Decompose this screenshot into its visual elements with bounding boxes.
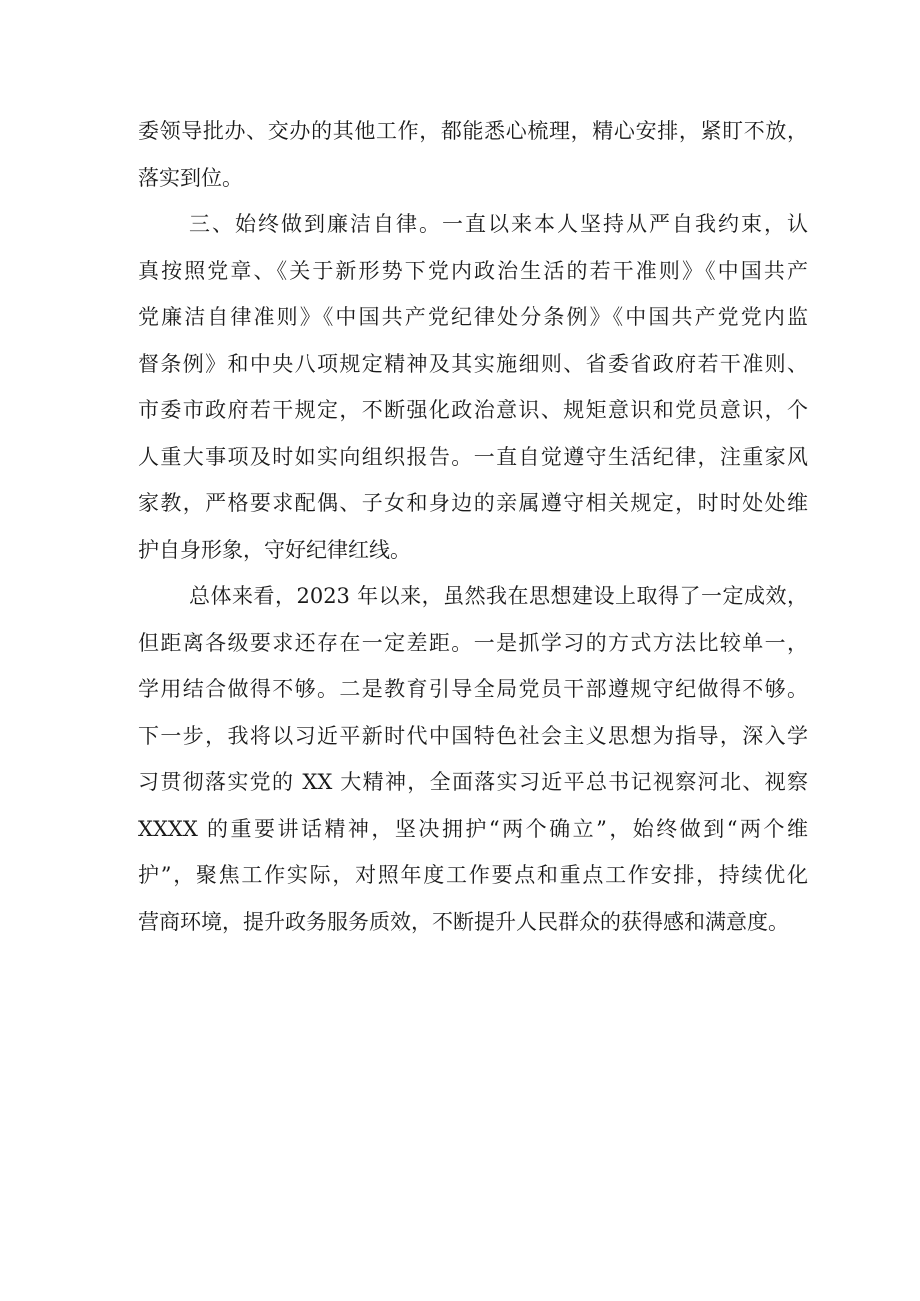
text-line: 三、始终做到廉洁自律。一直以来本人坚持从严自我约束，认 bbox=[189, 212, 808, 236]
text-line: 委领导批办、交办的其他工作，都能悉心梳理，精心安排，紧盯不放， bbox=[138, 119, 808, 143]
text-line: 护”，聚焦工作实际，对照年度工作要点和重点工作安排，持续优化 bbox=[138, 863, 808, 887]
document-body bbox=[138, 114, 808, 951]
text-line: 党廉洁自律准则》《中国共产党纪律处分条例》《中国共产党党内监 bbox=[138, 305, 808, 329]
text-line: 督条例》和中央八项规定精神及其实施细则、省委省政府若干准则、 bbox=[138, 351, 808, 376]
text-line: 习贯彻落实党的 XX 大精神，全面落实习近平总书记视察河北、视察 bbox=[138, 770, 808, 794]
paragraph-continuation bbox=[138, 114, 808, 195]
text-line: 下一步，我将以习近平新时代中国特色社会主义思想为指导，深入学 bbox=[138, 723, 808, 748]
text-line: 家教，严格要求配偶、子女和身边的亲属遵守相关规定，时时处处维 bbox=[138, 491, 808, 515]
text-line: 护自身形象，守好纪律红线。 bbox=[138, 537, 411, 562]
text-line: XXXX 的重要讲话精神，坚决拥护“两个确立”，始终做到“两个维 bbox=[138, 816, 808, 841]
paragraph-summary bbox=[138, 579, 808, 939]
text-line: 落实到位。 bbox=[138, 165, 243, 190]
paragraph-integrity bbox=[138, 207, 808, 567]
text-line: 真按照党章、《关于新形势下党内政治生活的若干准则》《中国共产 bbox=[138, 258, 808, 283]
text-line: 市委市政府若干规定，不断强化政治意识、规矩意识和党员意识，个 bbox=[138, 398, 808, 422]
text-line: 营商环境，提升政务服务质效，不断提升人民群众的获得感和满意度。 bbox=[138, 909, 789, 934]
text-line: 但距离各级要求还存在一定差距。一是抓学习的方式方法比较单一， bbox=[138, 630, 808, 655]
text-line: 学用结合做得不够。二是教育引导全局党员干部遵规守纪做得不够。 bbox=[138, 677, 808, 701]
text-line: 人重大事项及时如实向组织报告。一直自觉遵守生活纪律，注重家风 bbox=[138, 444, 808, 469]
text-line: 总体来看，2023 年以来，虽然我在思想建设上取得了一定成效， bbox=[189, 584, 808, 608]
